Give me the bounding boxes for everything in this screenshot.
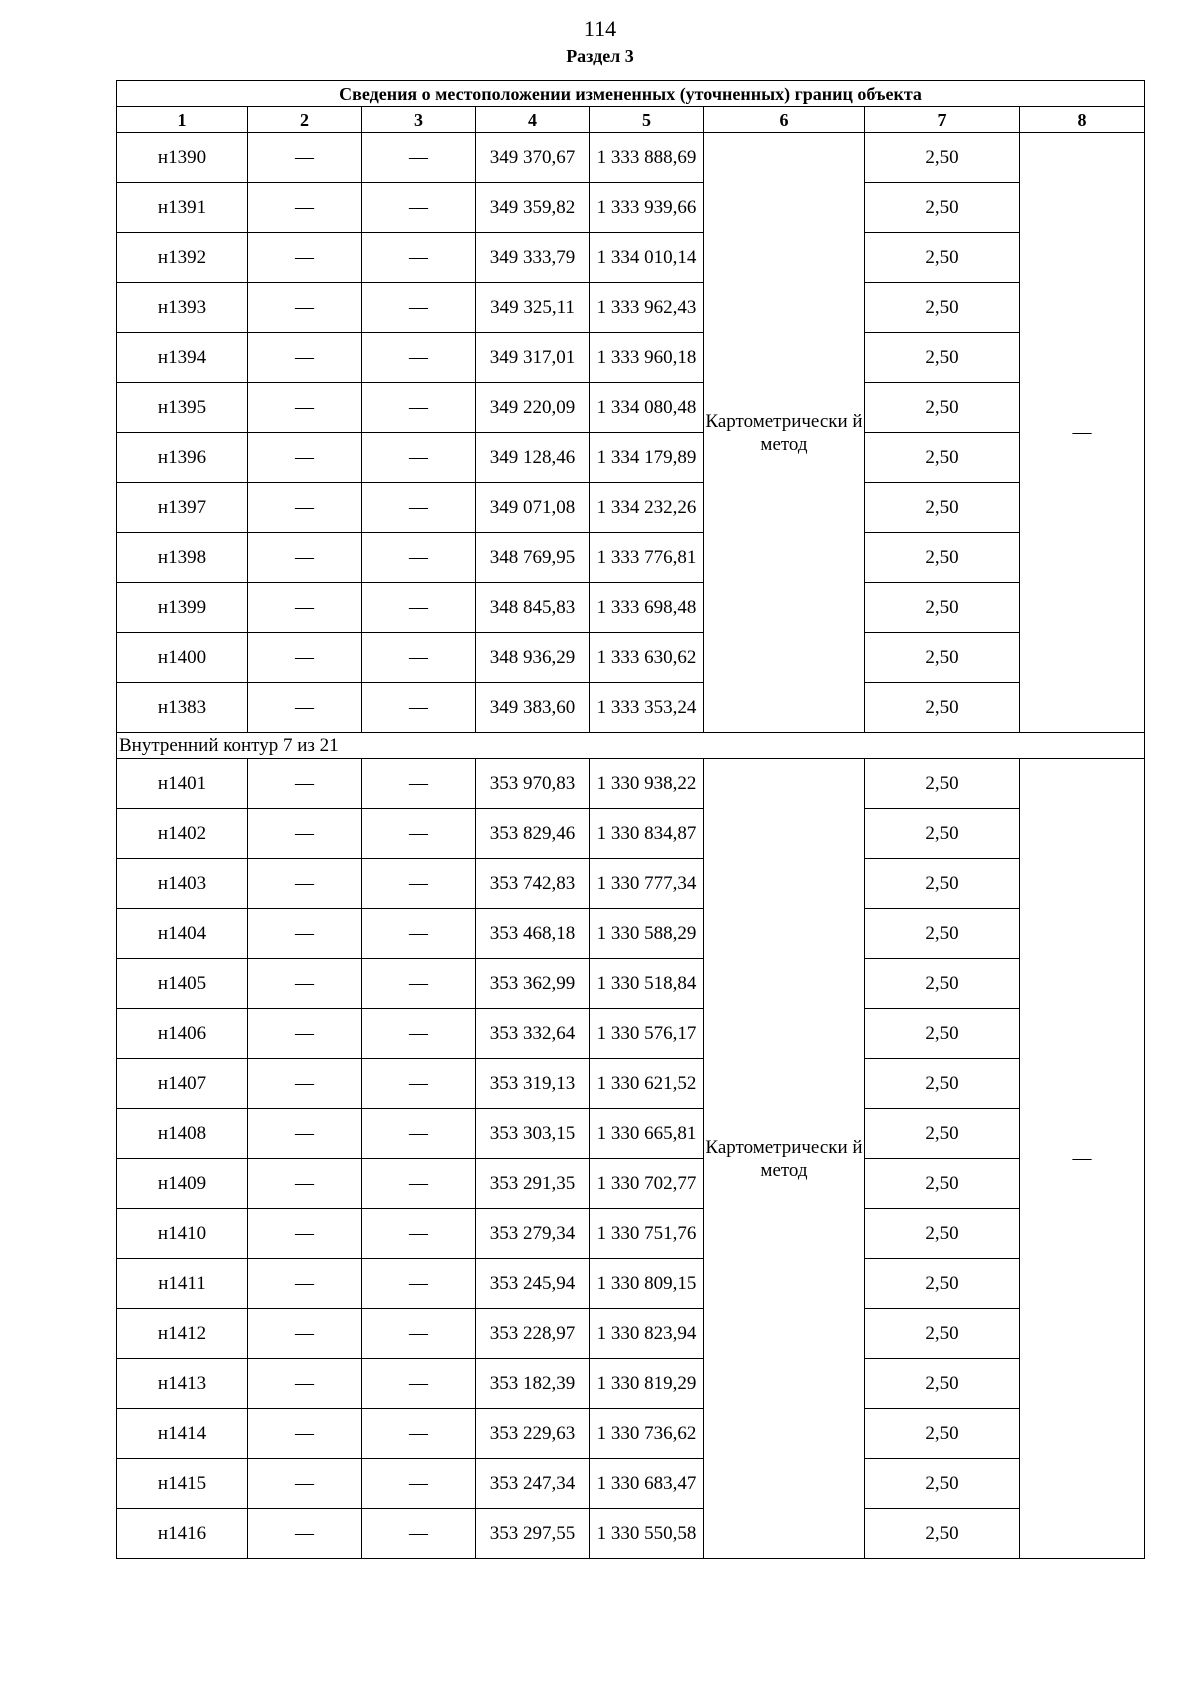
- accuracy-cell: 2,50: [865, 583, 1020, 633]
- table-row: [117, 283, 1145, 333]
- table-title: Сведения о местоположении измененных (уточненных) границ объекта: [117, 81, 1145, 107]
- x-coordinate-cell: 349 220,09: [476, 383, 590, 433]
- table-row: [117, 1059, 1145, 1109]
- column-3-cell: —: [362, 909, 476, 959]
- point-name-cell: н1398: [117, 533, 248, 583]
- x-coordinate-cell: 353 297,55: [476, 1509, 590, 1559]
- column-2-cell: —: [248, 1359, 362, 1409]
- x-coordinate-cell: 353 247,34: [476, 1459, 590, 1509]
- column-3-cell: —: [362, 1009, 476, 1059]
- column-8-cell: —: [1020, 133, 1145, 733]
- accuracy-cell: 2,50: [865, 483, 1020, 533]
- y-coordinate-cell: 1 333 888,69: [590, 133, 704, 183]
- column-3-cell: —: [362, 683, 476, 733]
- column-3-cell: —: [362, 1159, 476, 1209]
- y-coordinate-cell: 1 330 938,22: [590, 759, 704, 809]
- accuracy-cell: 2,50: [865, 1359, 1020, 1409]
- column-3-cell: —: [362, 959, 476, 1009]
- column-3-cell: —: [362, 233, 476, 283]
- column-3-cell: —: [362, 1059, 476, 1109]
- point-name-cell: н1411: [117, 1259, 248, 1309]
- point-name-cell: н1409: [117, 1159, 248, 1209]
- x-coordinate-cell: 353 291,35: [476, 1159, 590, 1209]
- y-coordinate-cell: 1 330 576,17: [590, 1009, 704, 1059]
- column-3-cell: —: [362, 859, 476, 909]
- y-coordinate-cell: 1 334 179,89: [590, 433, 704, 483]
- y-coordinate-cell: 1 330 518,84: [590, 959, 704, 1009]
- table-row: [117, 1509, 1145, 1559]
- y-coordinate-cell: 1 330 819,29: [590, 1359, 704, 1409]
- point-name-cell: н1396: [117, 433, 248, 483]
- accuracy-cell: 2,50: [865, 1509, 1020, 1559]
- y-coordinate-cell: 1 330 683,47: [590, 1459, 704, 1509]
- table-row: [117, 1459, 1145, 1509]
- column-3-cell: —: [362, 533, 476, 583]
- y-coordinate-cell: 1 330 823,94: [590, 1309, 704, 1359]
- x-coordinate-cell: 348 769,95: [476, 533, 590, 583]
- column-2-cell: —: [248, 133, 362, 183]
- column-2-cell: —: [248, 909, 362, 959]
- x-coordinate-cell: 353 319,13: [476, 1059, 590, 1109]
- accuracy-cell: 2,50: [865, 283, 1020, 333]
- column-3-cell: —: [362, 383, 476, 433]
- accuracy-cell: 2,50: [865, 633, 1020, 683]
- column-number-8: 8: [1020, 107, 1145, 133]
- column-number-row: [117, 107, 1145, 133]
- column-3-cell: —: [362, 1109, 476, 1159]
- point-name-cell: н1392: [117, 233, 248, 283]
- table-row: [117, 1209, 1145, 1259]
- y-coordinate-cell: 1 330 809,15: [590, 1259, 704, 1309]
- column-2-cell: —: [248, 433, 362, 483]
- column-3-cell: —: [362, 1509, 476, 1559]
- section-title: Раздел 3: [566, 46, 634, 66]
- accuracy-cell: 2,50: [865, 183, 1020, 233]
- point-name-cell: н1408: [117, 1109, 248, 1159]
- x-coordinate-cell: 353 279,34: [476, 1209, 590, 1259]
- column-3-cell: —: [362, 1209, 476, 1259]
- y-coordinate-cell: 1 334 010,14: [590, 233, 704, 283]
- column-3-cell: —: [362, 133, 476, 183]
- table-row: [117, 759, 1145, 809]
- x-coordinate-cell: 353 303,15: [476, 1109, 590, 1159]
- point-name-cell: н1383: [117, 683, 248, 733]
- page-number: 114: [583, 16, 617, 41]
- table-title-row: [117, 81, 1145, 107]
- column-3-cell: —: [362, 633, 476, 683]
- x-coordinate-cell: 353 970,83: [476, 759, 590, 809]
- accuracy-cell: 2,50: [865, 809, 1020, 859]
- point-name-cell: н1391: [117, 183, 248, 233]
- y-coordinate-cell: 1 334 232,26: [590, 483, 704, 533]
- column-2-cell: —: [248, 1409, 362, 1459]
- point-name-cell: н1395: [117, 383, 248, 433]
- column-2-cell: —: [248, 533, 362, 583]
- x-coordinate-cell: 353 229,63: [476, 1409, 590, 1459]
- point-name-cell: н1390: [117, 133, 248, 183]
- y-coordinate-cell: 1 330 777,34: [590, 859, 704, 909]
- point-name-cell: н1401: [117, 759, 248, 809]
- column-2-cell: —: [248, 283, 362, 333]
- column-2-cell: —: [248, 183, 362, 233]
- y-coordinate-cell: 1 330 702,77: [590, 1159, 704, 1209]
- x-coordinate-cell: 349 383,60: [476, 683, 590, 733]
- y-coordinate-cell: 1 330 736,62: [590, 1409, 704, 1459]
- x-coordinate-cell: 353 182,39: [476, 1359, 590, 1409]
- point-name-cell: н1415: [117, 1459, 248, 1509]
- table-row: [117, 1309, 1145, 1359]
- y-coordinate-cell: 1 333 939,66: [590, 183, 704, 233]
- y-coordinate-cell: 1 333 698,48: [590, 583, 704, 633]
- accuracy-cell: 2,50: [865, 683, 1020, 733]
- table-row: [117, 233, 1145, 283]
- column-3-cell: —: [362, 1409, 476, 1459]
- point-name-cell: н1394: [117, 333, 248, 383]
- point-name-cell: н1399: [117, 583, 248, 633]
- column-2-cell: —: [248, 583, 362, 633]
- table-row: [117, 1009, 1145, 1059]
- table-row: [117, 583, 1145, 633]
- x-coordinate-cell: 349 325,11: [476, 283, 590, 333]
- method-cell: Картометрически й метод: [704, 759, 865, 1559]
- column-3-cell: —: [362, 809, 476, 859]
- column-2-cell: —: [248, 959, 362, 1009]
- column-8-cell: —: [1020, 759, 1145, 1559]
- column-2-cell: —: [248, 1059, 362, 1109]
- table-row: [117, 1159, 1145, 1209]
- column-number-4: 4: [476, 107, 590, 133]
- column-2-cell: —: [248, 1109, 362, 1159]
- column-2-cell: —: [248, 1159, 362, 1209]
- y-coordinate-cell: 1 333 962,43: [590, 283, 704, 333]
- point-name-cell: н1404: [117, 909, 248, 959]
- accuracy-cell: 2,50: [865, 959, 1020, 1009]
- column-3-cell: —: [362, 1309, 476, 1359]
- y-coordinate-cell: 1 330 834,87: [590, 809, 704, 859]
- point-name-cell: н1413: [117, 1359, 248, 1409]
- y-coordinate-cell: 1 330 665,81: [590, 1109, 704, 1159]
- accuracy-cell: 2,50: [865, 1259, 1020, 1309]
- accuracy-cell: 2,50: [865, 1409, 1020, 1459]
- column-number-3: 3: [362, 107, 476, 133]
- y-coordinate-cell: 1 333 353,24: [590, 683, 704, 733]
- accuracy-cell: 2,50: [865, 133, 1020, 183]
- accuracy-cell: 2,50: [865, 233, 1020, 283]
- y-coordinate-cell: 1 330 751,76: [590, 1209, 704, 1259]
- column-number-7: 7: [865, 107, 1020, 133]
- x-coordinate-cell: 348 936,29: [476, 633, 590, 683]
- contour-label-row: [117, 733, 1145, 759]
- accuracy-cell: 2,50: [865, 1159, 1020, 1209]
- column-3-cell: —: [362, 1359, 476, 1409]
- table-row: [117, 1259, 1145, 1309]
- y-coordinate-cell: 1 333 630,62: [590, 633, 704, 683]
- table-row: [117, 1409, 1145, 1459]
- column-3-cell: —: [362, 333, 476, 383]
- point-name-cell: н1412: [117, 1309, 248, 1359]
- column-2-cell: —: [248, 1209, 362, 1259]
- x-coordinate-cell: 353 742,83: [476, 859, 590, 909]
- point-name-cell: н1405: [117, 959, 248, 1009]
- y-coordinate-cell: 1 334 080,48: [590, 383, 704, 433]
- method-cell: Картометрически й метод: [704, 133, 865, 733]
- x-coordinate-cell: 349 128,46: [476, 433, 590, 483]
- column-2-cell: —: [248, 809, 362, 859]
- x-coordinate-cell: 353 468,18: [476, 909, 590, 959]
- accuracy-cell: 2,50: [865, 909, 1020, 959]
- column-2-cell: —: [248, 759, 362, 809]
- column-2-cell: —: [248, 1509, 362, 1559]
- x-coordinate-cell: 349 370,67: [476, 133, 590, 183]
- column-2-cell: —: [248, 1259, 362, 1309]
- column-3-cell: —: [362, 483, 476, 533]
- contour-label: Внутренний контур 7 из 21: [117, 733, 1145, 759]
- column-2-cell: —: [248, 859, 362, 909]
- table-row: [117, 483, 1145, 533]
- column-2-cell: —: [248, 333, 362, 383]
- column-3-cell: —: [362, 283, 476, 333]
- point-name-cell: н1406: [117, 1009, 248, 1059]
- point-name-cell: н1393: [117, 283, 248, 333]
- column-3-cell: —: [362, 1259, 476, 1309]
- accuracy-cell: 2,50: [865, 859, 1020, 909]
- table-row: [117, 1359, 1145, 1409]
- table-row: [117, 959, 1145, 1009]
- column-number-1: 1: [117, 107, 248, 133]
- column-number-2: 2: [248, 107, 362, 133]
- accuracy-cell: 2,50: [865, 383, 1020, 433]
- point-name-cell: н1407: [117, 1059, 248, 1109]
- y-coordinate-cell: 1 333 960,18: [590, 333, 704, 383]
- column-2-cell: —: [248, 233, 362, 283]
- column-3-cell: —: [362, 759, 476, 809]
- table-row: [117, 909, 1145, 959]
- point-name-cell: н1416: [117, 1509, 248, 1559]
- table-row: [117, 633, 1145, 683]
- x-coordinate-cell: 353 362,99: [476, 959, 590, 1009]
- column-number-6: 6: [704, 107, 865, 133]
- x-coordinate-cell: 349 071,08: [476, 483, 590, 533]
- table-row: [117, 183, 1145, 233]
- accuracy-cell: 2,50: [865, 1109, 1020, 1159]
- x-coordinate-cell: 349 359,82: [476, 183, 590, 233]
- accuracy-cell: 2,50: [865, 1309, 1020, 1359]
- table-row: [117, 683, 1145, 733]
- column-2-cell: —: [248, 683, 362, 733]
- x-coordinate-cell: 353 332,64: [476, 1009, 590, 1059]
- accuracy-cell: 2,50: [865, 533, 1020, 583]
- point-name-cell: н1402: [117, 809, 248, 859]
- y-coordinate-cell: 1 330 621,52: [590, 1059, 704, 1109]
- point-name-cell: н1410: [117, 1209, 248, 1259]
- table-body: [117, 81, 1145, 1559]
- table-row: [117, 333, 1145, 383]
- column-3-cell: —: [362, 583, 476, 633]
- accuracy-cell: 2,50: [865, 433, 1020, 483]
- accuracy-cell: 2,50: [865, 1209, 1020, 1259]
- column-2-cell: —: [248, 1309, 362, 1359]
- table-row: [117, 433, 1145, 483]
- x-coordinate-cell: 353 245,94: [476, 1259, 590, 1309]
- x-coordinate-cell: 353 228,97: [476, 1309, 590, 1359]
- table-row: [117, 859, 1145, 909]
- y-coordinate-cell: 1 333 776,81: [590, 533, 704, 583]
- point-name-cell: н1397: [117, 483, 248, 533]
- accuracy-cell: 2,50: [865, 1009, 1020, 1059]
- x-coordinate-cell: 353 829,46: [476, 809, 590, 859]
- accuracy-cell: 2,50: [865, 1059, 1020, 1109]
- table-row: [117, 1109, 1145, 1159]
- point-name-cell: н1403: [117, 859, 248, 909]
- accuracy-cell: 2,50: [865, 1459, 1020, 1509]
- accuracy-cell: 2,50: [865, 333, 1020, 383]
- column-2-cell: —: [248, 633, 362, 683]
- column-3-cell: —: [362, 433, 476, 483]
- column-3-cell: —: [362, 183, 476, 233]
- x-coordinate-cell: 349 317,01: [476, 333, 590, 383]
- column-2-cell: —: [248, 1459, 362, 1509]
- boundary-coordinates-table: [116, 80, 1145, 1559]
- table-row: [117, 809, 1145, 859]
- column-3-cell: —: [362, 1459, 476, 1509]
- column-2-cell: —: [248, 483, 362, 533]
- table-row: [117, 383, 1145, 433]
- column-2-cell: —: [248, 383, 362, 433]
- x-coordinate-cell: 348 845,83: [476, 583, 590, 633]
- accuracy-cell: 2,50: [865, 759, 1020, 809]
- point-name-cell: н1414: [117, 1409, 248, 1459]
- point-name-cell: н1400: [117, 633, 248, 683]
- column-2-cell: —: [248, 1009, 362, 1059]
- y-coordinate-cell: 1 330 588,29: [590, 909, 704, 959]
- y-coordinate-cell: 1 330 550,58: [590, 1509, 704, 1559]
- column-number-5: 5: [590, 107, 704, 133]
- table-row: [117, 533, 1145, 583]
- table-row: [117, 133, 1145, 183]
- x-coordinate-cell: 349 333,79: [476, 233, 590, 283]
